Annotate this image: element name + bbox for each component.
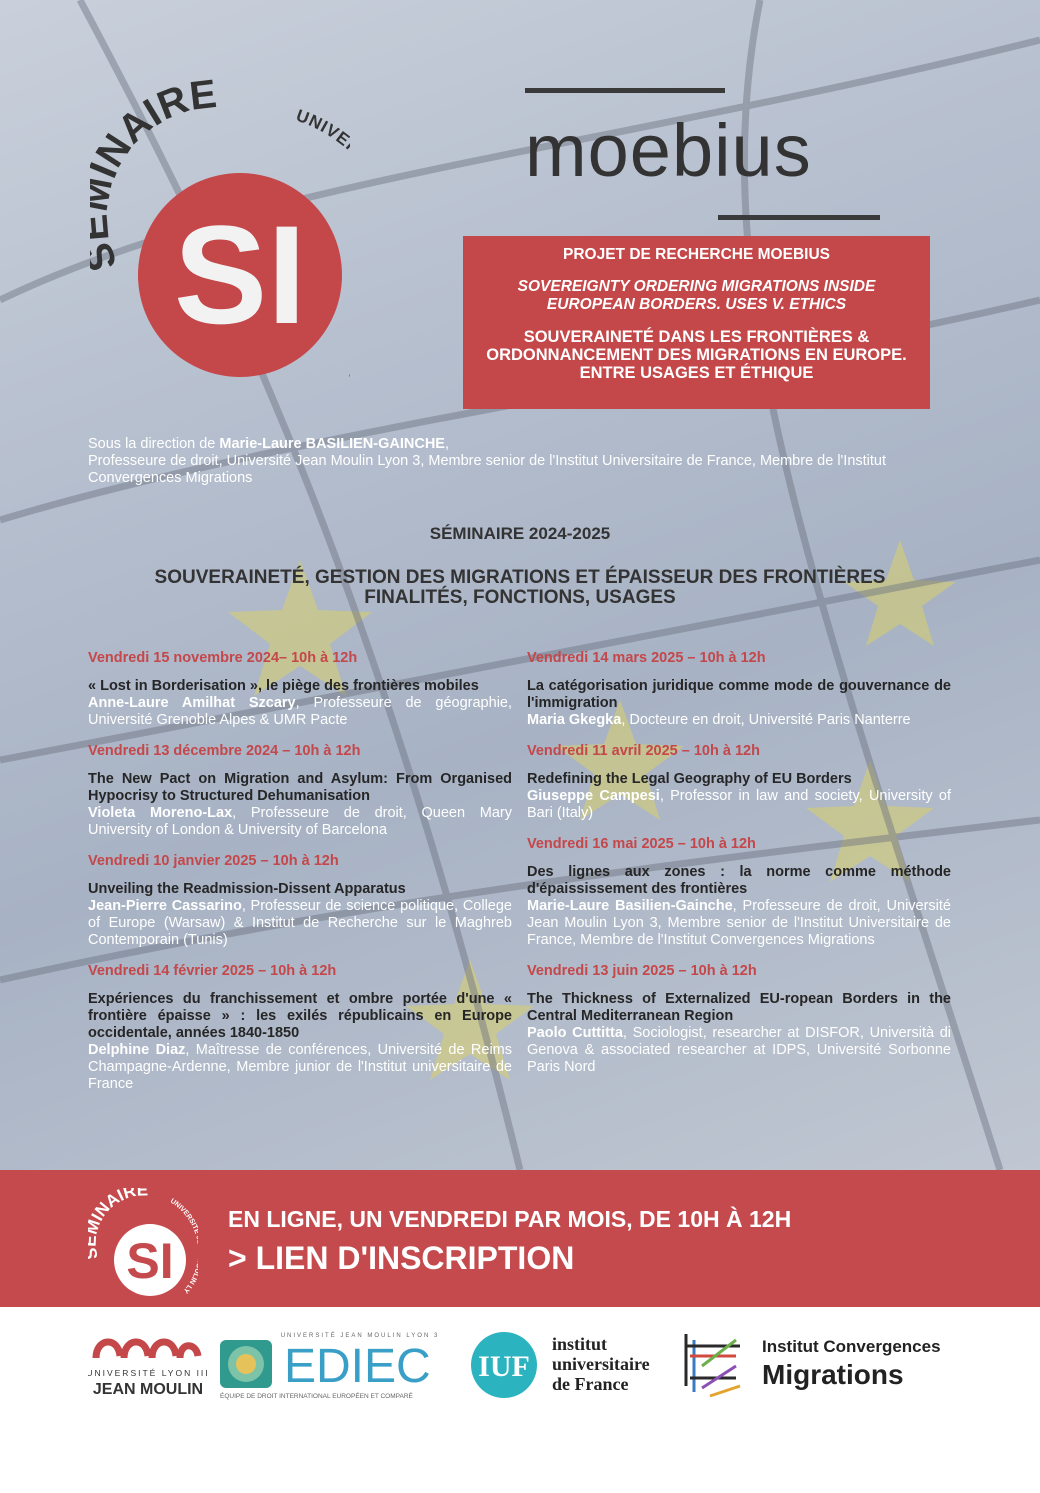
session <box>527 743 951 822</box>
session-date: Vendredi 16 mai 2025 – 10h à 12h <box>527 836 756 852</box>
icm-line1: Institut Convergences <box>762 1337 941 1356</box>
iuf-line1: institut <box>552 1334 608 1354</box>
lyon3-big: JEAN MOULIN <box>92 1381 204 1398</box>
session-speaker <box>88 805 512 839</box>
session-title: Expériences du franchissement et ombre portée d'une « frontière épaisse » : les exilés républicains en Europe occidentale, années 1840-1850 <box>88 991 512 1041</box>
session <box>527 650 951 729</box>
session-date: Vendredi 13 juin 2025 – 10h à 12h <box>527 963 757 979</box>
icm-line2: Migrations <box>762 1359 904 1390</box>
sessions-right-column <box>527 650 951 1090</box>
direction-prefix: Sous la direction de <box>88 436 220 452</box>
iuf-line2: universitaire <box>552 1354 650 1374</box>
speaker-affiliation: , Professeur de science politique, College of Europe (Warsaw) & Institut de Recherche sur le Maghreb Contemporain (Tunis) <box>88 898 512 948</box>
session <box>88 743 512 839</box>
speaker-affiliation: , Professor in law and society, University of Bari (Italy) <box>527 788 951 821</box>
ediec-sub: ÉQUIPE DE DROIT INTERNATIONAL EUROPÉEN ET COMPARÉ <box>220 1393 413 1400</box>
seminar-theme-line2: FINALITÉS, FONCTIONS, USAGES <box>364 587 676 608</box>
lyon3-small: UNIVERSITÉ LYON III <box>88 1368 208 1378</box>
session-speaker <box>527 788 951 822</box>
session <box>527 963 951 1076</box>
speaker-affiliation: , Professeure de droit, Université Jean Moulin Lyon 3, Membre senior de l'Institut Universitaire de France, Membre de l'Institut Convergences Migrations <box>527 898 951 948</box>
iuf-line3: de France <box>552 1374 629 1394</box>
speaker-name: Maria Gkegka <box>527 712 622 728</box>
logo-ring-text: UNIV <box>293 105 343 143</box>
session <box>88 853 512 949</box>
session-speaker <box>88 1042 512 1093</box>
project-title-fr: SOUVERAINETÉ DANS LES FRONTIÈRES & ORDONNANCEMENT DES MIGRATIONS EN EUROPE. ENTRE USAGES ET ÉTHIQUE <box>486 328 907 382</box>
banner-logo-monogram: SI <box>126 1233 174 1289</box>
session <box>527 836 951 949</box>
direction-block <box>88 436 958 487</box>
session-date: Vendredi 14 mars 2025 – 10h à 12h <box>527 650 766 666</box>
icm-logo <box>680 1326 960 1406</box>
sessions-left-column <box>88 650 512 1107</box>
registration-link[interactable]: > LIEN D'INSCRIPTION <box>228 1240 575 1276</box>
session-speaker <box>527 1025 951 1076</box>
session-speaker <box>527 712 951 729</box>
ediec-logo <box>218 1330 458 1400</box>
session-speaker <box>88 695 512 729</box>
logo-word: NAIRE <box>90 75 219 175</box>
session-date: Vendredi 13 décembre 2024 – 10h à 12h <box>88 743 361 759</box>
session-date: Vendredi 10 janvier 2025 – 10h à 12h <box>88 853 339 869</box>
seminar-theme-line1: SOUVERAINETÉ, GESTION DES MIGRATIONS ET ÉPAISSEUR DES FRONTIÈRES <box>154 567 886 588</box>
session-title: « Lost in Borderisation », le piège des frontières mobiles <box>88 678 479 694</box>
session-date: Vendredi 14 février 2025 – 10h à 12h <box>88 963 337 979</box>
moebius-rule-bottom <box>718 215 880 220</box>
speaker-name: Delphine Diaz <box>88 1042 186 1058</box>
banner-logo-ring-text: UNIVERSIT IN LY <box>168 1197 198 1295</box>
ediec-word: EDIEC <box>284 1340 431 1393</box>
project-box <box>463 236 930 409</box>
logo-monogram: SI <box>173 196 307 353</box>
session-speaker <box>88 898 512 949</box>
ediec-top: UNIVERSITÉ JEAN MOULIN LYON 3 <box>280 1333 440 1339</box>
moebius-rule-top <box>525 88 725 93</box>
lyon3-logo <box>88 1328 208 1400</box>
director-name: Marie-Laure BASILIEN-GAINCHE <box>219 436 445 452</box>
iuf-logo <box>470 1330 650 1400</box>
iuf-mark: IUF <box>478 1350 530 1383</box>
session-title: Unveiling the Readmission-Dissent Apparatus <box>88 881 406 897</box>
session-title: The New Pact on Migration and Asylum: From Organised Hypocrisy to Structured Dehumanisation <box>88 771 512 804</box>
speaker-affiliation: , Maîtresse de conférences, Université de Reims Champagne-Ardenne, Membre junior de l'Institut universitaire de France <box>88 1042 512 1092</box>
speaker-name: Giuseppe Campesi <box>527 788 660 804</box>
speaker-name: Anne-Laure Amilhat Szcary <box>88 695 296 711</box>
session-speaker <box>527 898 951 949</box>
speaker-name: Jean-Pierre Cassarino <box>88 898 242 914</box>
seminar-theme <box>0 568 1040 608</box>
project-heading: PROJET DE RECHERCHE MOEBIUS <box>563 246 830 263</box>
session-title: Des lignes aux zones : la norme comme méthode d'épaississement des frontières <box>527 864 951 897</box>
banner-logo-word: INAIRE <box>88 1188 149 1224</box>
speaker-name: Violeta Moreno-Lax <box>88 805 233 821</box>
session <box>88 650 512 729</box>
moebius-logo: moebius <box>525 109 812 192</box>
session-title: La catégorisation juridique comme mode de gouvernance de l'immigration <box>527 678 951 711</box>
session-title: Redefining the Legal Geography of EU Borders <box>527 771 852 787</box>
session-date: Vendredi 11 avril 2025 – 10h à 12h <box>527 743 760 759</box>
seminaire-logo <box>90 75 350 415</box>
speaker-affiliation: , Professeure de géographie, Université Grenoble Alpes & UMR Pacte <box>88 695 513 728</box>
director-details: Professeure de droit, Université Jean Moulin Lyon 3, Membre senior de l'Institut Universitaire de France, Membre de l'Institut Convergences Migrations <box>88 453 887 486</box>
seminar-year: SÉMINAIRE 2024-2025 <box>429 524 611 543</box>
banner-seminaire-logo <box>88 1188 198 1298</box>
banner-schedule: EN LIGNE, UN VENDREDI PAR MOIS, DE 10H À 12H <box>228 1206 792 1232</box>
session-date: Vendredi 15 novembre 2024– 10h à 12h <box>88 650 358 666</box>
speaker-affiliation: , Docteure en droit, Université Paris Nanterre <box>621 712 911 728</box>
project-title-en: SOVEREIGNTY ORDERING MIGRATIONS INSIDE EUROPEAN BORDERS. USES V. ETHICS <box>517 278 876 313</box>
speaker-name: Marie-Laure Basilien-Gainche <box>527 898 733 914</box>
speaker-name: Paolo Cuttitta <box>527 1025 623 1041</box>
session-title: The Thickness of Externalized EU-ropean Borders in the Central Mediterranean Region <box>527 991 951 1024</box>
speaker-affiliation: , Sociologist, researcher at DISFOR, Università di Genova & associated researcher at IDPS, Université Sorbonne Paris Nord <box>527 1025 952 1075</box>
session <box>88 963 512 1093</box>
speaker-affiliation: , Professeure de droit, Queen Mary University of London & University of Barcelona <box>88 805 512 838</box>
direction-suffix: , <box>444 436 450 452</box>
